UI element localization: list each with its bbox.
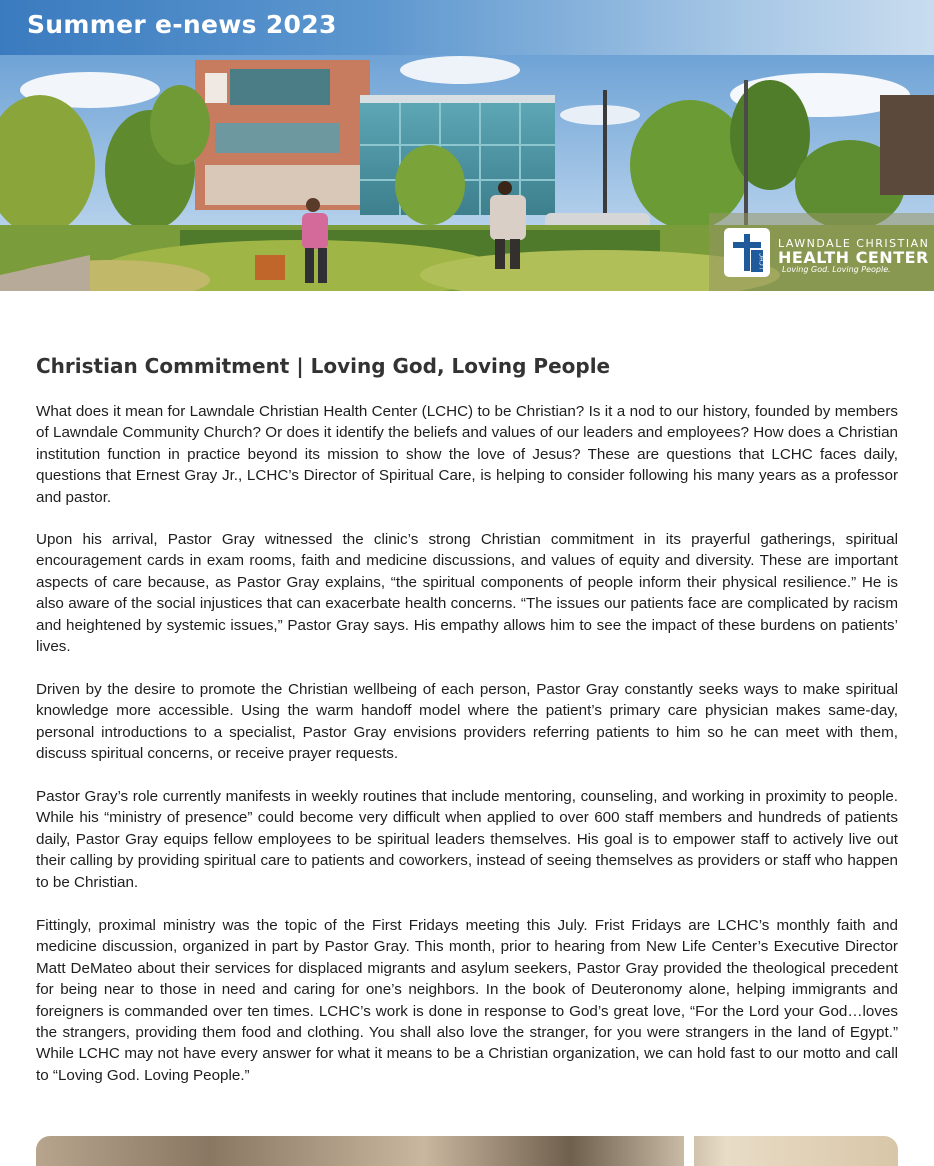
logo-org-bottom: HEALTH CENTER — [778, 248, 929, 267]
logo-tagline: Loving God. Loving People. — [782, 265, 891, 274]
logo-org-top: LAWNDALE CHRISTIAN — [778, 237, 930, 250]
bottom-photo — [36, 1136, 898, 1166]
newsletter-title: Summer e-news 2023 — [27, 10, 337, 39]
article-paragraph: Upon his arrival, Pastor Gray witnessed the clinic’s strong Christian commitment in its prayerful gatherings, spiritual encouragement cards in exam rooms, faith and medicine discussions, and values of equity and diversity. These are important aspects of care because, as Pastor Gray explains, “the spiritual components of people inform their physical resilience.” He is also aware of the social injustices that can exacerbate health concerns. “The issues our patients face are complicated by racism and heightened by systemic issues,” Pastor Gray says. His empathy allows him to see the impact of these burdens on patients’ lives. — [36, 531, 898, 656]
article-title: Christian Commitment | Loving God, Loving People — [36, 354, 611, 378]
article-paragraph: Fittingly, proximal ministry was the topic of the First Fridays meeting this July. Frist Fridays are LCHC’s monthly faith and medicine discussion, organized in part by Pastor Gray. This month, prior to hearing from New Life Center’s Executive Director Matt DeMateo about their services for displaced migrants and asylum seekers, Pastor Gray provided the theological precedent for being near to those in need and caring for one’s neighbors. In the book of Deuteronomy alone, helping immigrants and foreigners is commanded over ten times. LCHC’s work is done in response to God’s great love, “For the Lord your God…loves the strangers, providing them food and clothing. You shall also love the stranger, for you were strangers in the land of Egypt.” While LCHC may not have every answer for what it means to be a Christian organization, we can hold fast to our motto and call to “Loving God. Loving People.” — [36, 917, 898, 1084]
article-paragraph: What does it mean for Lawndale Christian Health Center (LCHC) to be Christian? Is it a nod to our history, founded by members of Lawndale Community Church? Or does it identify the beliefs and values of our leaders and employees? How does a Christian institution function in practice beyond its mission to show the love of Jesus? These are questions that LCHC faces daily, questions that Ernest Gray Jr., LCHC’s Director of Spiritual Care, is helping to consider following his many years as a professor and pastor. — [36, 403, 898, 506]
article-paragraph: Pastor Gray’s role currently manifests in weekly routines that include mentoring, counseling, and working in proximity to people. While his “ministry of presence” could become very difficult when applied to over 600 staff members and hundreds of patients daily, Pastor Gray equips fellow employees to be spiritual leaders themselves. His goal is to empower staff to actively live out their calling by providing spiritual care to patients and coworkers, instead of seeing themselves as providers or staff who happen to be Christian. — [36, 788, 898, 891]
photo-divider — [684, 1136, 694, 1166]
article-paragraph: Driven by the desire to promote the Christian wellbeing of each person, Pastor Gray constantly seeks ways to make spiritual knowledge more accessible. Using the warm handoff model where the patient’s primary care physician makes same-day, personal introductions to a specialist, Pastor Gray envisions providers referring patients to him so he can meet with them, discuss spiritual concerns, or receive prayer requests. — [36, 681, 898, 763]
cross-logo-icon — [726, 230, 768, 275]
logo-mark-text: LCHC — [759, 252, 766, 270]
